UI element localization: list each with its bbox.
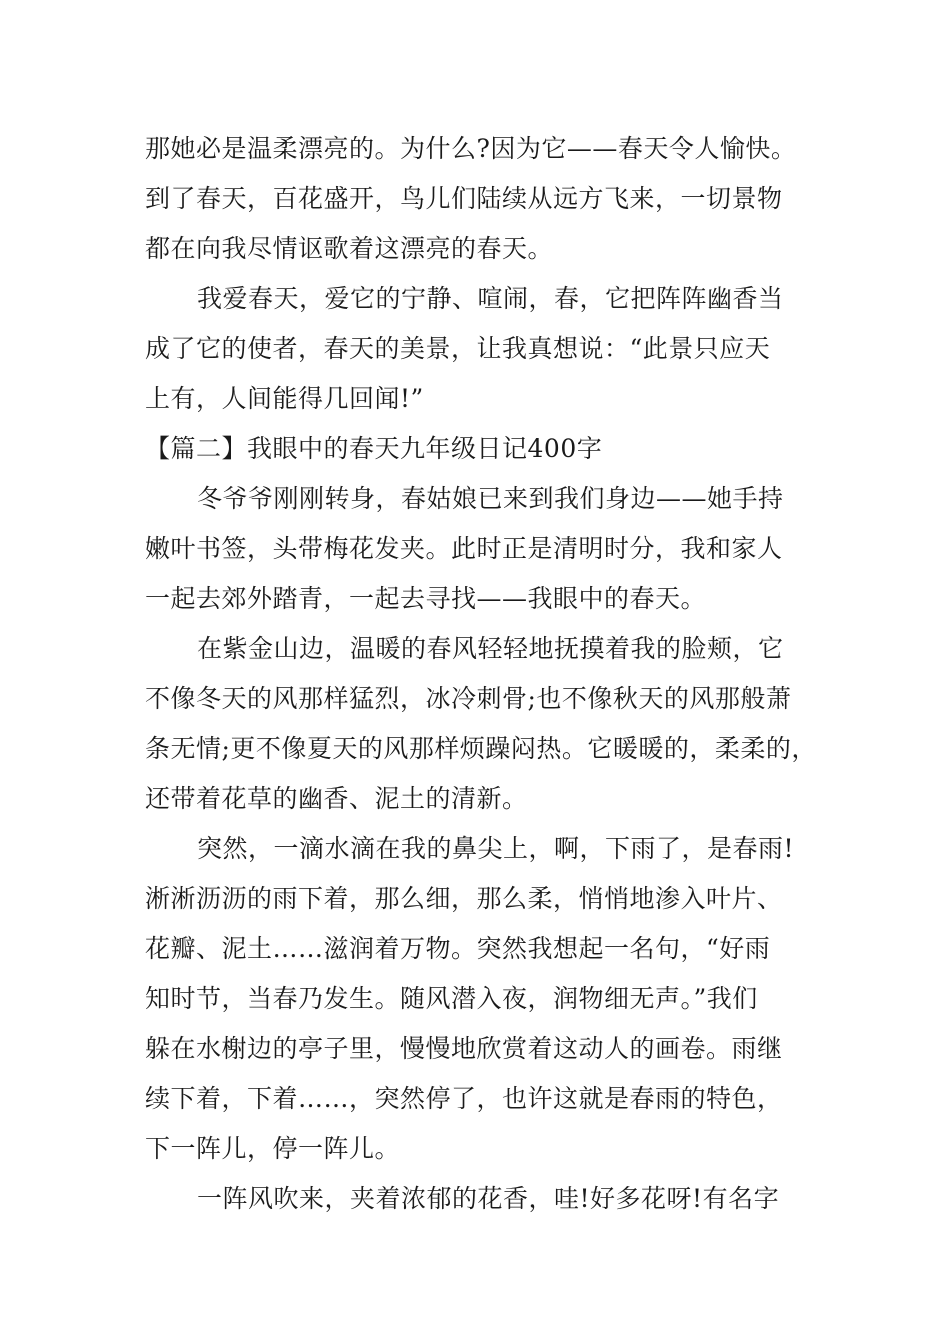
text-line: 一阵风吹来，夹着浓郁的花香，哇!好多花呀!有名字 — [197, 1184, 780, 1213]
text-line: 还带着花草的幽香、泥土的清新。 — [145, 784, 528, 813]
text-line: 一起去郊外踏青，一起去寻找——我眼中的春天。 — [145, 584, 707, 613]
text-line: 知时节，当春乃发生。随风潜入夜，润物细无声。”我们 — [145, 984, 758, 1013]
text-line: 冬爷爷刚刚转身，春姑娘已来到我们身边——她手持 — [197, 484, 784, 513]
text-line: 花瓣、泥土……滋润着万物。突然我想起一名句，“好雨 — [145, 934, 771, 963]
text-line: 淅淅沥沥的雨下着，那么细，那么柔，悄悄地渗入叶片、 — [145, 884, 783, 913]
text-line: 都在向我尽情讴歌着这漂亮的春天。 — [145, 234, 554, 263]
text-line: 不像冬天的风那样猛烈，冰冷刺骨;也不像秋天的风那般萧 — [145, 684, 792, 713]
text-line: 成了它的使者，春天的美景，让我真想说：“此景只应天 — [145, 334, 771, 363]
text-line: 那她必是温柔漂亮的。为什么?因为它——春天令人愉快。 — [145, 134, 797, 163]
text-line: 突然，一滴水滴在我的鼻尖上，啊，下雨了，是春雨! — [197, 834, 795, 863]
text-line: 我爱春天，爱它的宁静、喧闹，春，它把阵阵幽香当 — [197, 284, 784, 313]
text-line: 在紫金山边，温暖的春风轻轻地抚摸着我的脸颊，它 — [197, 634, 784, 663]
text-line: 条无情;更不像夏天的风那样烦躁闷热。它暖暖的，柔柔的， — [145, 734, 817, 763]
text-line: 上有，人间能得几回闻!” — [145, 384, 424, 413]
text-line: 续下着，下着……，突然停了，也许这就是春雨的特色， — [145, 1084, 783, 1113]
section-heading: 【篇二】我眼中的春天九年级日记400字 — [145, 434, 603, 463]
text-line: 下一阵儿，停一阵儿。 — [145, 1134, 401, 1163]
text-line: 躲在水榭边的亭子里，慢慢地欣赏着这动人的画卷。雨继 — [145, 1034, 783, 1063]
text-line: 到了春天，百花盛开，鸟儿们陆续从远方飞来，一切景物 — [145, 184, 783, 213]
text-line: 嫩叶书签，头带梅花发夹。此时正是清明时分，我和家人 — [145, 534, 783, 563]
